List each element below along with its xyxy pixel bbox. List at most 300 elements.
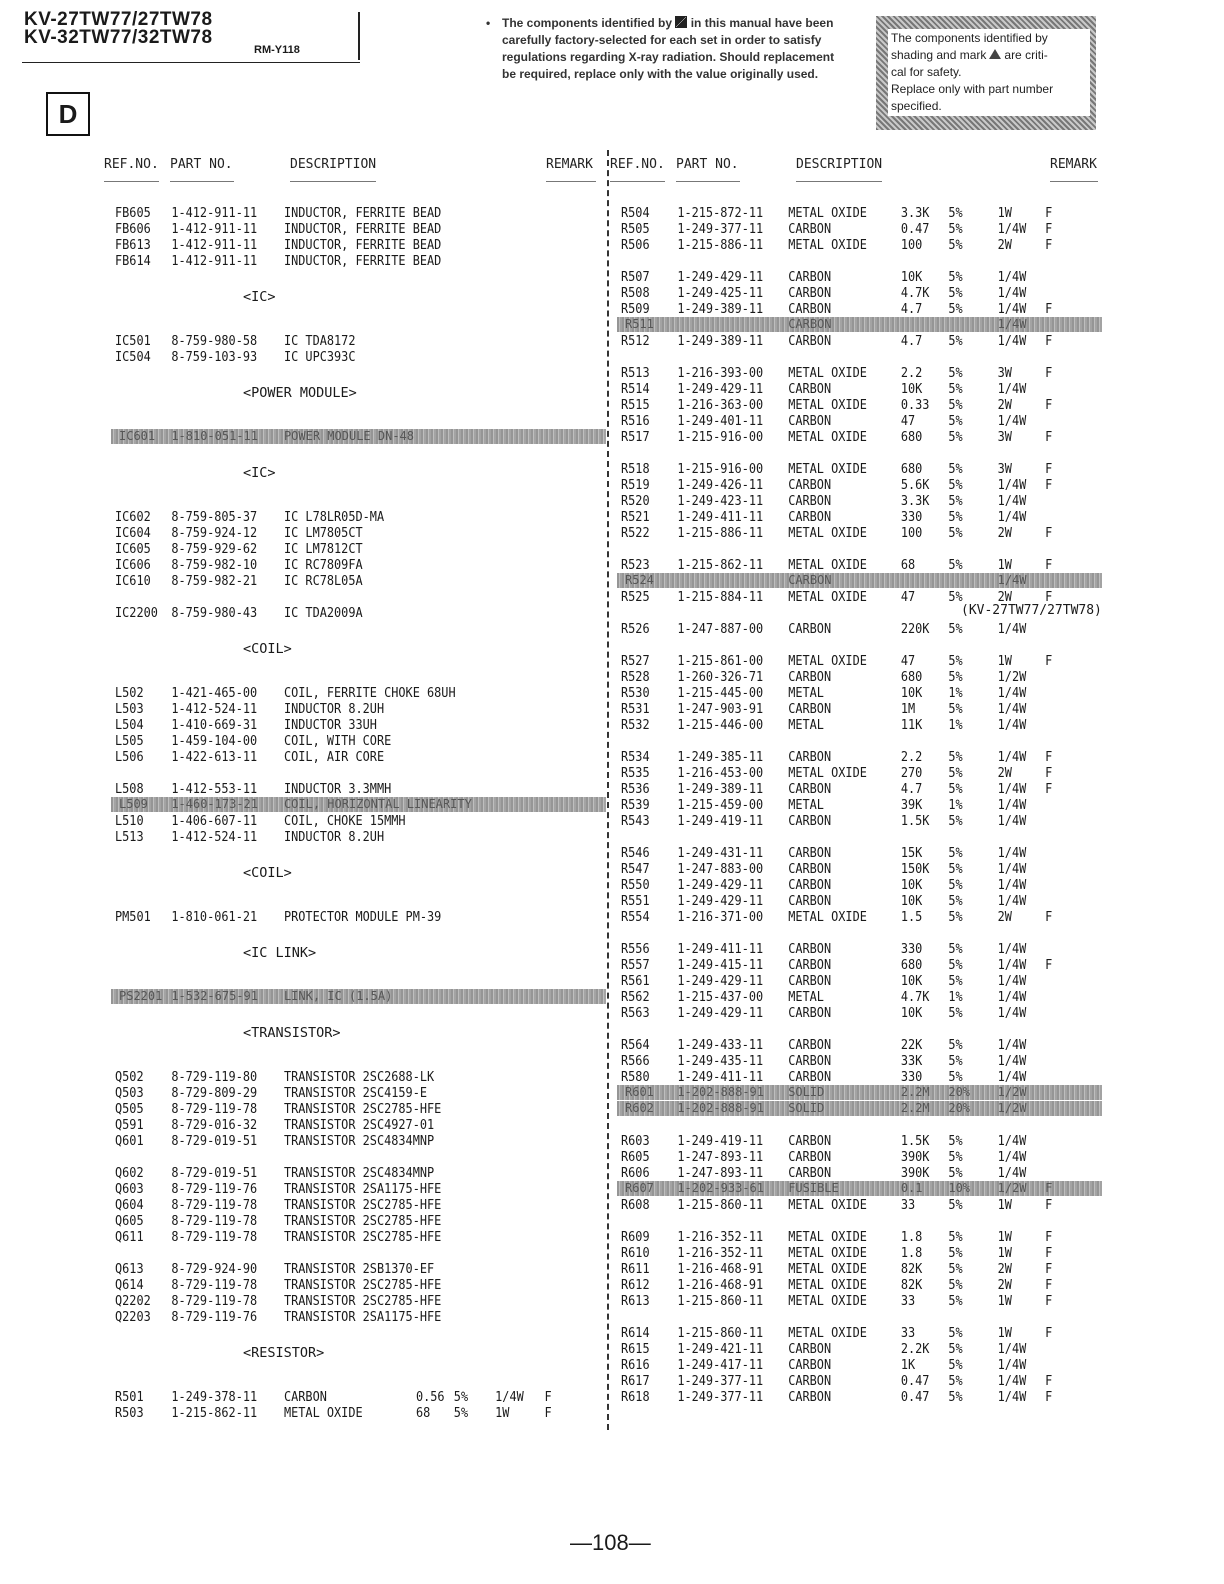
section-letter: D <box>46 92 90 136</box>
tolerance: 5% <box>948 461 963 477</box>
part-number: 1-249-429-11 <box>677 381 764 397</box>
ref-number: L503 <box>115 701 144 717</box>
ref-number: R613 <box>621 1293 650 1309</box>
description: METAL OXIDE <box>788 429 867 445</box>
remark: F <box>1045 765 1053 781</box>
description: TRANSISTOR 2SC4834MNP <box>283 1133 435 1149</box>
remark: F <box>1045 1181 1053 1195</box>
ref-number: R516 <box>621 413 650 429</box>
part-number: 1-249-423-11 <box>677 493 764 509</box>
part-number: 8-759-929-62 <box>171 541 258 557</box>
page-number: —108— <box>570 1530 651 1555</box>
ref-number: R607 <box>625 1181 654 1195</box>
ref-number: R515 <box>621 397 650 413</box>
left-header-ref: REF.NO. <box>104 157 159 172</box>
value: 1.8 <box>900 1245 923 1261</box>
safety-line-3: cal for safety. <box>891 65 962 79</box>
part-number: 1-249-377-11 <box>677 1373 764 1389</box>
safety-critical-row <box>617 1181 1102 1196</box>
description: TRANSISTOR 2SC4927-01 <box>283 1117 435 1133</box>
value: 0.47 <box>900 1389 930 1405</box>
part-number: 1-215-446-00 <box>677 717 764 733</box>
ref-number: R503 <box>115 1405 144 1421</box>
value: 2.2M <box>900 1085 930 1099</box>
wattage: 1/4W <box>997 301 1027 317</box>
part-number: 8-729-016-32 <box>171 1117 258 1133</box>
value: 100 <box>900 525 923 541</box>
description: CARBON <box>788 381 832 397</box>
part-number: 1-249-385-11 <box>677 749 764 765</box>
model-line-1: KV-27TW77/27TW78 <box>24 9 213 30</box>
tolerance: 5% <box>948 525 963 541</box>
part-number: 8-729-119-78 <box>171 1277 258 1293</box>
ref-number: FB605 <box>115 205 151 221</box>
part-number: 1-249-419-11 <box>677 813 764 829</box>
tolerance: 5% <box>948 909 963 925</box>
tolerance: 5% <box>948 861 963 877</box>
bullet-icon: • <box>486 16 491 30</box>
ref-number: R543 <box>621 813 650 829</box>
description: CARBON <box>788 477 832 493</box>
value: 68 <box>900 557 916 573</box>
group-heading: <IC> <box>243 465 276 481</box>
ref-number: R611 <box>621 1261 650 1277</box>
value: 3.3K <box>900 493 930 509</box>
ref-number: R534 <box>621 749 650 765</box>
value: 4.7K <box>900 989 930 1005</box>
description: METAL OXIDE <box>788 1261 867 1277</box>
ref-number: R514 <box>621 381 650 397</box>
right-header-remark: REMARK <box>1050 157 1097 172</box>
tolerance: 5% <box>948 1133 963 1149</box>
value: 0.33 <box>900 397 930 413</box>
part-number: 8-759-980-43 <box>171 605 258 621</box>
wattage: 1/4W <box>997 317 1027 331</box>
part-number: 1-532-675-91 <box>171 989 259 1003</box>
ref-number: R505 <box>621 221 650 237</box>
column-divider <box>607 150 609 1430</box>
ref-number: R554 <box>621 909 650 925</box>
ref-number: Q614 <box>115 1277 144 1293</box>
part-number: 1-249-411-11 <box>677 509 764 525</box>
wattage: 1/4W <box>997 957 1027 973</box>
tolerance: 5% <box>948 1245 963 1261</box>
part-number: 1-249-433-11 <box>677 1037 764 1053</box>
part-number: 1-215-860-11 <box>677 1325 764 1341</box>
ref-number: R519 <box>621 477 650 493</box>
tolerance: 5% <box>948 413 963 429</box>
ref-number: L510 <box>115 813 144 829</box>
safety-line-2a: shading and mark <box>891 48 987 62</box>
wattage: 1/4W <box>997 717 1027 733</box>
description: METAL <box>788 989 824 1005</box>
part-number: 1-249-377-11 <box>677 221 764 237</box>
description: METAL OXIDE <box>788 1245 867 1261</box>
wattage: 1/4W <box>997 221 1027 237</box>
part-number: 1-247-883-00 <box>677 861 764 877</box>
value: 82K <box>900 1261 923 1277</box>
value: 10K <box>900 685 923 701</box>
description: METAL OXIDE <box>788 237 867 253</box>
ref-number: R506 <box>621 237 650 253</box>
ref-number: IC605 <box>115 541 151 557</box>
header-divider <box>358 12 360 60</box>
wattage: 2W <box>997 909 1012 925</box>
part-number: 1-247-893-11 <box>677 1165 764 1181</box>
wattage: 1W <box>997 1229 1012 1245</box>
remark: F <box>1045 1229 1053 1245</box>
group-heading: <TRANSISTOR> <box>243 1025 341 1041</box>
wattage: 1/4W <box>997 1341 1027 1357</box>
ref-number: R527 <box>621 653 650 669</box>
remark: F <box>1045 1261 1053 1277</box>
tolerance: 5% <box>948 877 963 893</box>
description: IC UPC393C <box>283 349 356 365</box>
part-number: 1-412-553-11 <box>171 781 258 797</box>
description: TRANSISTOR 2SA1175-HFE <box>283 1181 442 1197</box>
wattage: 1/4W <box>997 1389 1027 1405</box>
remark: F <box>1045 1197 1053 1213</box>
description: CARBON <box>788 861 832 877</box>
wattage: 1W <box>997 1245 1012 1261</box>
model-line-2: KV-32TW77/32TW78 <box>24 27 213 48</box>
tolerance: 5% <box>948 301 963 317</box>
description: COIL, HORIZONTAL LINEARITY <box>283 797 472 811</box>
part-number: 1-249-389-11 <box>677 333 764 349</box>
value: 2.2 <box>900 365 923 381</box>
value: 47 <box>900 653 916 669</box>
header-dash <box>610 181 665 182</box>
wattage: 1/4W <box>997 1005 1027 1021</box>
remark: F <box>1045 1277 1053 1293</box>
group-heading: <RESISTOR> <box>243 1345 325 1361</box>
part-number: 8-759-924-12 <box>171 525 258 541</box>
ref-number: R528 <box>621 669 650 685</box>
description: CARBON <box>788 957 832 973</box>
wattage: 1/4W <box>997 1373 1027 1389</box>
tolerance: 1% <box>948 717 963 733</box>
ref-number: R563 <box>621 1005 650 1021</box>
part-number: 8-759-805-37 <box>171 509 258 525</box>
safety-critical-row <box>617 573 1102 588</box>
ref-number: Q2202 <box>115 1293 151 1309</box>
description: INDUCTOR 33UH <box>283 717 377 733</box>
part-number: 1-215-861-00 <box>677 653 764 669</box>
ref-number: R580 <box>621 1069 650 1085</box>
ref-number: Q591 <box>115 1117 144 1133</box>
part-number: 1-249-411-11 <box>677 1069 764 1085</box>
description: CARBON <box>788 749 832 765</box>
wattage: 1/4W <box>997 573 1027 587</box>
value: 2.2M <box>900 1101 930 1115</box>
wattage: 3W <box>997 461 1012 477</box>
description: METAL OXIDE <box>788 653 867 669</box>
description: CARBON <box>788 781 832 797</box>
description: CARBON <box>788 701 832 717</box>
part-number: 1-249-421-11 <box>677 1341 764 1357</box>
description: TRANSISTOR 2SC4159-E <box>283 1085 428 1101</box>
ref-number: R603 <box>621 1133 650 1149</box>
tolerance: 5% <box>948 589 963 605</box>
wattage: 1/4W <box>997 701 1027 717</box>
tolerance: 5% <box>948 1261 963 1277</box>
description: IC TDA2009A <box>283 605 363 621</box>
description: CARBON <box>788 1133 832 1149</box>
part-number: 1-249-429-11 <box>677 1005 764 1021</box>
description: INDUCTOR 8.2UH <box>283 701 385 717</box>
tolerance: 5% <box>948 749 963 765</box>
description: CARBON <box>788 1389 832 1405</box>
description: METAL OXIDE <box>788 557 867 573</box>
tolerance: 5% <box>948 1069 963 1085</box>
tolerance: 5% <box>948 669 963 685</box>
value: 100 <box>900 237 923 253</box>
ref-number: R566 <box>621 1053 650 1069</box>
part-number: 1-215-886-11 <box>677 237 764 253</box>
value: 10K <box>900 269 923 285</box>
wattage: 1/2W <box>997 1085 1027 1099</box>
part-number: 1-247-893-11 <box>677 1149 764 1165</box>
part-number: 1-249-389-11 <box>677 781 764 797</box>
ref-number: IC504 <box>115 349 151 365</box>
description: CARBON <box>788 845 832 861</box>
description: METAL OXIDE <box>788 461 867 477</box>
tolerance: 1% <box>948 685 963 701</box>
ref-number: Q603 <box>115 1181 144 1197</box>
value: 0.47 <box>900 1373 930 1389</box>
safety-line-5: specified. <box>891 99 942 113</box>
description: METAL OXIDE <box>788 365 867 381</box>
part-number: 1-215-862-11 <box>171 1405 258 1421</box>
value: 10K <box>900 893 923 909</box>
value: 33 <box>900 1197 916 1213</box>
safety-line-4: Replace only with part number <box>891 82 1054 96</box>
value: 680 <box>900 957 923 973</box>
value: 10K <box>900 381 923 397</box>
tolerance: 5% <box>453 1389 469 1405</box>
value: 1M <box>900 701 916 717</box>
xray-notice <box>486 15 838 83</box>
part-number: 1-406-607-11 <box>171 813 258 829</box>
part-number: 1-249-429-11 <box>677 877 764 893</box>
value: 1.5K <box>900 813 930 829</box>
xray-notice-text-end: in this manual have been carefully factory-selected for each set in order to satisfy regulations regarding X-ray radiation. Should replacement be required, replace only with the value originally used. <box>502 16 835 81</box>
tolerance: 20% <box>948 1085 971 1099</box>
part-number: 1-247-903-91 <box>677 701 764 717</box>
description: CARBON <box>788 893 832 909</box>
left-header-desc: DESCRIPTION <box>290 157 377 172</box>
tolerance: 5% <box>948 429 963 445</box>
part-number: 8-729-019-51 <box>171 1133 258 1149</box>
value: 4.7 <box>900 333 923 349</box>
value: 1.5K <box>900 1133 930 1149</box>
ref-number: L508 <box>115 781 144 797</box>
tolerance: 5% <box>948 653 963 669</box>
remark: F <box>544 1389 552 1405</box>
description: METAL OXIDE <box>788 205 867 221</box>
ref-number: FB606 <box>115 221 151 237</box>
safety-notice <box>876 16 1096 130</box>
part-number: 1-260-326-71 <box>677 669 764 685</box>
description: FUSIBLE <box>788 1181 839 1195</box>
description: CARBON <box>788 973 832 989</box>
ref-number: Q601 <box>115 1133 144 1149</box>
tolerance: 5% <box>948 493 963 509</box>
description: CARBON <box>788 269 832 285</box>
tolerance: 5% <box>948 365 963 381</box>
description: COIL, AIR CORE <box>283 749 385 765</box>
ref-number: IC601 <box>119 429 156 443</box>
description: SOLID <box>788 1101 825 1115</box>
description: TRANSISTOR 2SC2785-HFE <box>283 1213 442 1229</box>
group-heading: <IC> <box>243 289 276 305</box>
part-number: 1-216-468-91 <box>677 1261 764 1277</box>
description: CARBON <box>788 1005 832 1021</box>
ref-number: PS2201 <box>119 989 163 1003</box>
wattage: 1/4W <box>997 685 1027 701</box>
description: CARBON <box>788 1037 832 1053</box>
description: TRANSISTOR 2SC2785-HFE <box>283 1277 442 1293</box>
part-number: 8-759-103-93 <box>171 349 258 365</box>
ref-number: Q605 <box>115 1213 144 1229</box>
warning-triangle-icon <box>989 49 1001 59</box>
part-number: 1-247-887-00 <box>677 621 764 637</box>
tolerance: 5% <box>948 381 963 397</box>
part-number: 1-249-429-11 <box>677 269 764 285</box>
group-heading: <COIL> <box>243 865 292 881</box>
description: CARBON <box>788 877 832 893</box>
wattage: 1/4W <box>997 877 1027 893</box>
ref-number: R507 <box>621 269 650 285</box>
right-header-part: PART NO. <box>676 157 739 172</box>
group-heading: <IC LINK> <box>243 945 317 961</box>
remark: F <box>1045 957 1053 973</box>
tolerance: 5% <box>948 1341 963 1357</box>
description: COIL, WITH CORE <box>283 733 392 749</box>
tolerance: 5% <box>948 1357 963 1373</box>
description: CARBON <box>788 621 832 637</box>
value: 680 <box>900 461 923 477</box>
remark: F <box>1045 237 1053 253</box>
wattage: 1/4W <box>997 1165 1027 1181</box>
safety-critical-row <box>617 317 1102 332</box>
header-dash <box>1050 181 1098 182</box>
description: TRANSISTOR 2SC2785-HFE <box>283 1197 442 1213</box>
wattage: 1/4W <box>997 893 1027 909</box>
wattage: 2W <box>997 237 1012 253</box>
wattage: 1/4W <box>997 413 1027 429</box>
variant-note: (KV-27TW77/27TW78) <box>961 603 1102 618</box>
description: LINK, IC (1.5A) <box>283 989 393 1003</box>
wattage: 2W <box>997 397 1012 413</box>
part-number: 1-412-524-11 <box>171 829 258 845</box>
part-number: 1-249-377-11 <box>677 1389 764 1405</box>
ref-number: R531 <box>621 701 650 717</box>
safety-critical-row <box>111 797 606 812</box>
value: 2.2K <box>900 1341 930 1357</box>
part-number: 1-249-401-11 <box>677 413 764 429</box>
description: METAL OXIDE <box>788 525 867 541</box>
ref-number: R526 <box>621 621 650 637</box>
description: COIL, CHOKE 15MMH <box>283 813 406 829</box>
ref-number: R535 <box>621 765 650 781</box>
description: IC RC78L05A <box>283 573 363 589</box>
ref-number: R521 <box>621 509 650 525</box>
header-underline <box>22 62 360 63</box>
value: 10K <box>900 973 923 989</box>
part-number: 1-216-468-91 <box>677 1277 764 1293</box>
ref-number: R512 <box>621 333 650 349</box>
description: METAL <box>788 717 824 733</box>
description: CARBON <box>788 1341 832 1357</box>
part-number: 1-249-435-11 <box>677 1053 764 1069</box>
value: 4.7 <box>900 781 923 797</box>
tolerance: 5% <box>948 1229 963 1245</box>
safety-critical-row <box>617 1101 1102 1116</box>
description: POWER MODULE DN-48 <box>283 429 414 443</box>
tolerance: 5% <box>948 893 963 909</box>
wattage: 1W <box>997 1293 1012 1309</box>
ref-number: R564 <box>621 1037 650 1053</box>
wattage: 1/4W <box>997 749 1027 765</box>
value: 33 <box>900 1325 916 1341</box>
description: METAL OXIDE <box>788 1197 867 1213</box>
tolerance: 5% <box>948 765 963 781</box>
part-number: 1-249-411-11 <box>677 941 764 957</box>
ref-number: Q505 <box>115 1101 144 1117</box>
value: 15K <box>900 845 923 861</box>
value: 1.8 <box>900 1229 923 1245</box>
ref-number: R509 <box>621 301 650 317</box>
part-number: 1-249-429-11 <box>677 973 764 989</box>
description: CARBON <box>788 1069 832 1085</box>
tolerance: 5% <box>948 333 963 349</box>
value: 1K <box>900 1357 916 1373</box>
part-number: 1-216-453-00 <box>677 765 764 781</box>
ref-number: R561 <box>621 973 650 989</box>
description: METAL OXIDE <box>788 1277 867 1293</box>
part-number: 1-202-888-91 <box>677 1101 765 1115</box>
description: CARBON <box>788 333 832 349</box>
tolerance: 20% <box>948 1101 971 1115</box>
value: 0.47 <box>900 221 930 237</box>
part-number: 1-215-860-11 <box>677 1293 764 1309</box>
ref-number: Q602 <box>115 1165 144 1181</box>
remote-model: RM-Y118 <box>254 44 300 56</box>
ref-number: R523 <box>621 557 650 573</box>
value: 390K <box>900 1149 930 1165</box>
part-number: 8-729-119-76 <box>171 1181 258 1197</box>
ref-number: IC501 <box>115 333 151 349</box>
description: CARBON <box>788 493 832 509</box>
wattage: 1/4W <box>997 941 1027 957</box>
tolerance: 5% <box>948 1197 963 1213</box>
description: COIL, FERRITE CHOKE 68UH <box>283 685 456 701</box>
description: IC LM7812CT <box>283 541 363 557</box>
value: 0.56 <box>415 1389 445 1405</box>
part-number: 1-422-613-11 <box>171 749 258 765</box>
part-number: 1-412-524-11 <box>171 701 258 717</box>
remark: F <box>1045 1373 1053 1389</box>
tolerance: 5% <box>948 1165 963 1181</box>
description: TRANSISTOR 2SC2688-LK <box>283 1069 435 1085</box>
part-number: 1-216-352-11 <box>677 1245 764 1261</box>
remark: F <box>1045 221 1053 237</box>
tolerance: 1% <box>948 989 963 1005</box>
wattage: 2W <box>997 765 1012 781</box>
ref-number: L509 <box>119 797 148 811</box>
ref-number: FB614 <box>115 253 151 269</box>
